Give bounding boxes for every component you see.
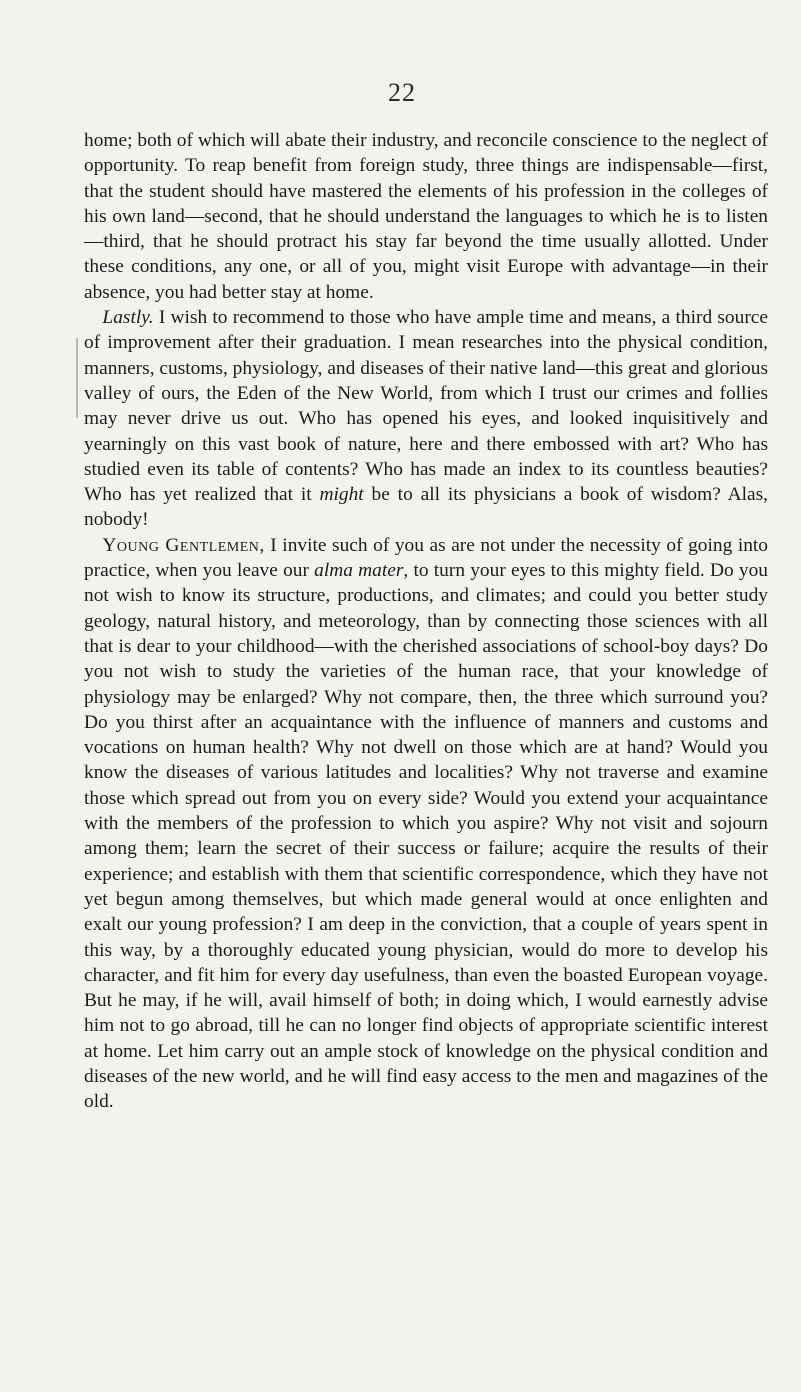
paragraph-2 bbox=[84, 305, 768, 533]
paragraph-1-text: home; both of which will abate their industry, and reconcile conscience to the neglect of opportunity. To reap benefit from foreign study, three things are indispensable—first, that the student should have mastered the elements of his profession in the colleges of his own land—second, that he should understand the languages to which he is to listen—third, that he should protract his stay far beyond the time usually allotted. Under these conditions, any one, or all of you, might visit Europe with advantage—in their absence, you had better stay at home. bbox=[84, 130, 768, 303]
paragraph-3-text-b: , to turn your eyes to this mighty field. Do you not wish to know its structure, productions, and climates; and could you better study geology, natural history, and meteorology, than by connecting those sciences with all that is dear to your childhood—with the cherished associations of school-boy days? Do you not wish to study the varieties of the human race, that your knowledge of physiology may be enlarged? Why not compare, then, the three which surround you? Do you thirst after an acquaintance with the influence of manners and customs and vocations on human health? Why not dwell on those which are at hand? Would you know the diseases of various latitudes and localities? Why not traverse and examine those which spread out from you on every side? Would you extend your acquaintance with the members of the profession to which you aspire? Why not visit and sojourn among them; learn the secret of their success or failure; acquire the results of their experience; and establish with them that scientific correspondence, which they have not yet begun among themselves, but which made general would at once enlighten and exalt our young profession? I am deep in the conviction, that a couple of years spent in this way, by a thoroughly educated young physician, would do more to develop his character, and fit him for every day usefulness, than even the boasted European voyage. But he may, if he will, avail himself of both; in doing which, I would earnestly advise him not to go abroad, till he can no longer find objects of appropriate scientific interest at home. Let him carry out an ample stock of knowledge on the physical condition and diseases of the new world, and he will find easy access to the men and magazines of the old. bbox=[84, 560, 768, 1113]
paragraph-2-lead: Lastly. bbox=[102, 307, 154, 329]
paragraph-2-text-a: I wish to recommend to those who have ample time and means, a third source of improvement after their graduation. I mean researches into the physical condition, manners, customs, physiology, and diseases of their native land—this great and glorious valley of ours, the Eden of the New World, from which I trust our crimes and follies may never drive us out. Who has opened his eyes, and looked inquisitively and yearningly on this vast book of nature, here and there embossed with art? Who has studied even its table of contents? Who has made an index to its countless beauties? Who has yet realized that it bbox=[84, 307, 768, 506]
paragraph-2-text-b: be to all its physicians a book of wisdom? Alas, nobody! bbox=[84, 484, 768, 531]
paragraph-3-text-a: I invite such of you as are not under the necessity of going into practice, when you leave our bbox=[84, 534, 768, 582]
paragraph-3 bbox=[84, 533, 768, 1115]
page-number: 22 bbox=[388, 78, 416, 107]
paragraph-1 bbox=[84, 128, 768, 305]
paragraph-3-emphasis: alma mater bbox=[314, 560, 404, 582]
paragraph-3-lead: Young Gentlemen, bbox=[102, 534, 265, 556]
paragraph-2-emphasis: might bbox=[319, 484, 364, 506]
body-text bbox=[84, 128, 768, 1115]
gutter-shadow bbox=[76, 338, 78, 418]
